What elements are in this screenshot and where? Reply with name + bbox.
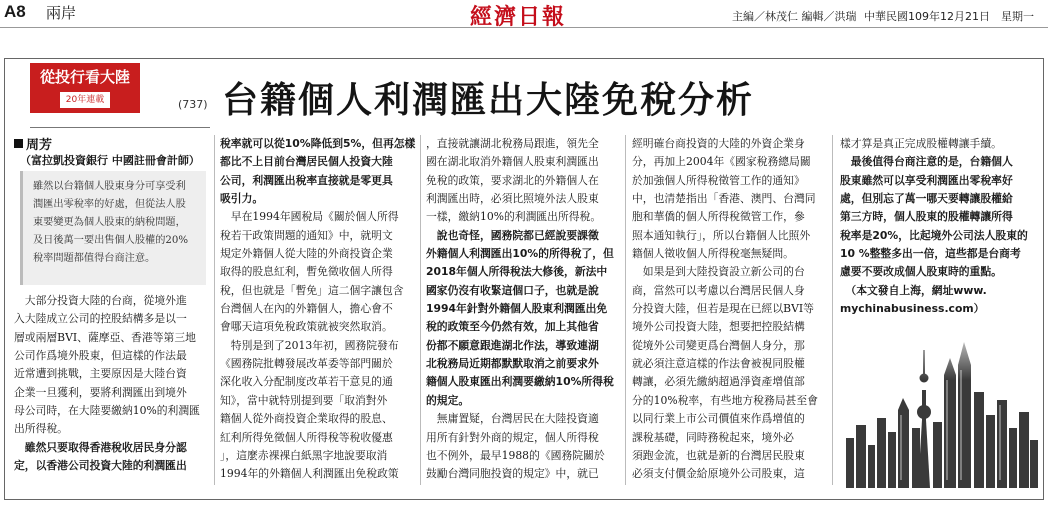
text-line: 必須支付價金給原境外公司股東，這: [632, 467, 805, 481]
badge-title-emphasis: 看大陸: [85, 68, 131, 86]
badge-title-prefix: 從投行: [39, 68, 85, 86]
text-line: 分的10%稅率，有些地方稅務局甚至會: [632, 393, 818, 407]
section-name: 兩岸: [46, 4, 77, 22]
text-line: 經明確台商投資的大陸的外資企業身: [632, 137, 805, 150]
bold-text-line: （本文發自上海，網址www.: [840, 283, 987, 297]
header-divider: [0, 27, 1048, 28]
text-line: 中，也清楚指出「香港、澳門、台灣同: [632, 192, 816, 206]
shanghai-skyline-illustration: [838, 320, 1038, 488]
text-line: 照本通知執行」，所以台籍個人比照外: [632, 228, 811, 242]
text-line: 從境外公司變更爲台灣個人身分，那: [632, 338, 805, 352]
text-line: 也不例外，最早1988的《國務院關於: [426, 448, 605, 462]
bold-text-line: 2018年個人所得稅法大修後，新法中: [426, 265, 608, 279]
text-line: 企業一旦獲利，要將利潤匯出到境外: [14, 385, 187, 399]
text-line: 課稅基礎，同時務稅起來，境外必: [632, 430, 794, 444]
bold-text-line: mychinabusiness.com）: [840, 302, 985, 316]
text-line: 籍個人從外商投資企業取得的股息、: [220, 412, 393, 426]
text-line: 一樣，繳納10%的利潤匯出所得稅。: [426, 210, 602, 224]
bold-text-line: 國家仍沒有收緊這個口子，也就是說: [426, 283, 599, 297]
bold-text-line: 1994年針對外籍個人股東利潤匯出免: [426, 302, 608, 316]
text-line: 紅利所得免徵個人所得稅等稅收優惠: [220, 430, 393, 444]
text-line: 轉讓，必須先繳納超過淨資產增值部: [632, 375, 805, 389]
serial-number: (737): [178, 98, 208, 111]
text-line: 」，這麼赤裸裸白紙黑字地說要取消: [220, 448, 388, 462]
text-line: 利潤匯出時，必須比照境外法人股東: [426, 192, 599, 206]
byline-square-icon: [14, 139, 23, 148]
bold-text-line: 吸引力。: [220, 192, 264, 206]
article-column-5: [840, 135, 1040, 318]
page-number: A8: [4, 2, 26, 21]
summary-line: 雖然以台籍個人股東身分可享受利: [33, 181, 186, 192]
bold-text-line: 10 %整整多出一倍，這些都是台商考: [840, 247, 1021, 261]
bold-text-line: 稅率就可以從10%降低到5%，但再怎樣: [220, 137, 416, 150]
author-name: 周芳: [26, 138, 53, 153]
column-divider: [214, 135, 215, 485]
text-line: 取得的股息紅利，暫免徵收個人所得: [220, 265, 393, 279]
text-line: 國在湖北取消外籍個人股東利潤匯出: [426, 155, 599, 169]
article-column-2: [220, 135, 418, 484]
article-column-4: [632, 135, 830, 484]
bold-text-line: 雖然只要取得香港稅收居民身分認: [14, 440, 187, 454]
bold-text-line: 股東雖然可以享受利潤匯出零稅率好: [840, 173, 1013, 187]
text-line: 大部分投資大陸的台商，從境外進: [14, 294, 187, 307]
newspaper-masthead: 經濟日報: [470, 4, 567, 30]
text-line: 鼓勵台灣同胞投資的規定》中，就已: [426, 467, 599, 481]
bold-text-line: 稅的政策至今仍然有效，加上其他省: [426, 320, 599, 334]
author-title: （富拉凱投資銀行 中國註冊會計師）: [20, 154, 200, 167]
article-column-3: [426, 135, 624, 484]
text-line: 須跑金流，也就是新的台灣居民股東: [632, 448, 805, 462]
text-line: 胞和華僑的個人所得稅徵管工作，參: [632, 210, 805, 224]
column-divider: [420, 135, 421, 485]
text-line: 規定外籍個人從大陸的外商投資企業: [220, 247, 393, 261]
text-line: 以同行業上市公司價值來作爲增值的: [632, 412, 805, 426]
text-line: 深化收入分配制度改革若干意見的通: [220, 375, 393, 389]
column-divider: [625, 135, 626, 485]
bold-text-line: 籍個人股東匯出利潤要繳納10%所得稅: [426, 375, 614, 389]
bold-text-line: 定，以香港公司投資大陸的利潤匯出: [14, 459, 187, 473]
bold-text-line: 份都不願意跟進湖北作法，導致連湖: [426, 338, 599, 352]
text-line: 樣才算是真正完成股權轉讓手續。: [840, 137, 1002, 150]
text-line: 特別是到了2013年初，國務院發布: [220, 338, 399, 352]
text-line: 免稅的政策，要求湖北的外籍個人在: [426, 173, 599, 187]
bold-text-line: 處，但別忘了萬一哪天要轉讓股權給: [840, 192, 1013, 206]
text-line: 如果是到大陸投資設立新公司的台: [632, 265, 805, 279]
bold-text-line: 說也奇怪，國務院都已經說要課徵: [426, 228, 599, 242]
summary-line: 及日後萬一要出售個人股權的20%: [33, 235, 189, 246]
text-line: 稅，但也就是「暫免」這二個字讓包含: [220, 283, 404, 297]
issue-date: 中華民國109年12月21日 星期一: [864, 10, 1034, 23]
text-line: 會哪天這項免稅政策就被突然取消。: [220, 320, 393, 334]
text-line: ，直接就讓湖北稅務局跟進，領先全: [426, 137, 599, 150]
bold-text-line: 外籍個人利潤匯出10%的所得稅了，但: [426, 247, 614, 261]
text-line: 《國務院批轉發展改革委等部門關於: [220, 357, 393, 371]
text-line: 於加強個人所得稅徵管工作的通知》: [632, 173, 805, 187]
author-byline: [14, 134, 52, 153]
text-line: 分投資大陸，但若是現在已經以BVI等: [632, 302, 814, 316]
text-line: 母公司時，在大陸要繳納10%的利潤匯: [14, 404, 200, 418]
text-line: 出所得稅。: [14, 422, 68, 436]
article-headline: 台籍個人利潤匯出大陸免稅分析: [222, 80, 755, 121]
editor-credits: 主編／林茂仁 編輯／洪瑞: [732, 10, 857, 23]
text-line: 籍個人徵收個人所得稅毫無疑問。: [632, 247, 794, 261]
text-line: 1994年的外籍個人利潤匯出免稅政策: [220, 467, 399, 481]
summary-line: 潤匯出零稅率的好處，但從法人股: [33, 199, 186, 210]
article-column-1: [14, 292, 212, 475]
text-line: 無庸置疑，台灣居民在大陸投資適: [426, 412, 599, 426]
text-line: 用所有針對外商的規定，個人所得稅: [426, 430, 599, 444]
bold-text-line: 公司，利潤匯出稅率直接就是零更具: [220, 173, 393, 187]
text-line: 近常遭到挑戰，主要原因是大陸台資: [14, 367, 187, 381]
text-line: 境外公司投資大陸，想要把控股結構: [632, 320, 805, 334]
bold-text-line: 都比不上目前台灣居民個人投資大陸: [220, 155, 393, 169]
bold-text-line: 第三方時，個人股東的股權轉讓所得: [840, 210, 1013, 224]
bold-text-line: 北稅務局近期都默默取消之前要求外: [426, 357, 599, 371]
text-line: 分，再加上2004年《國家稅務總局關: [632, 155, 811, 169]
text-line: 早在1994年國稅局《關於個人所得: [220, 210, 399, 224]
column-badge-subtitle: 20年連載: [60, 92, 110, 108]
text-line: 就必須注意這樣的作法會被視同股權: [632, 357, 805, 371]
text-line: 層或兩層BVI、薩摩亞、香港等第三地: [14, 330, 196, 344]
headline-divider: [30, 127, 210, 128]
text-line: 公司作爲境外股東，但這樣的作法最: [14, 349, 187, 363]
bold-text-line: 最後值得台商注意的是，台籍個人: [840, 155, 1013, 169]
summary-line: 稅率問題都值得台商注意。: [33, 253, 156, 264]
text-line: 知》，當中就特別提到要「取消對外: [220, 393, 388, 407]
text-line: 台灣個人在內的外籍個人，擔心會不: [220, 302, 393, 316]
text-line: 稅若干政策問題的通知》中，就明文: [220, 228, 393, 242]
column-badge-title: [30, 66, 140, 87]
bold-text-line: 的規定。: [426, 393, 470, 407]
bold-text-line: 稅率是20%，比起境外公司法人股東的: [840, 228, 1028, 242]
column-badge: [30, 63, 140, 113]
column-divider: [832, 135, 833, 485]
text-line: 入大陸成立公司的控股結構多是以一: [14, 312, 187, 326]
summary-line: 東要變更為個人股東的納稅問題，: [33, 217, 186, 228]
bold-text-line: 慮要不要改成個人股東時的重點。: [840, 265, 1002, 279]
text-line: 商，當然可以考慮以台灣居民個人身: [632, 283, 805, 297]
summary-box: [20, 171, 206, 285]
